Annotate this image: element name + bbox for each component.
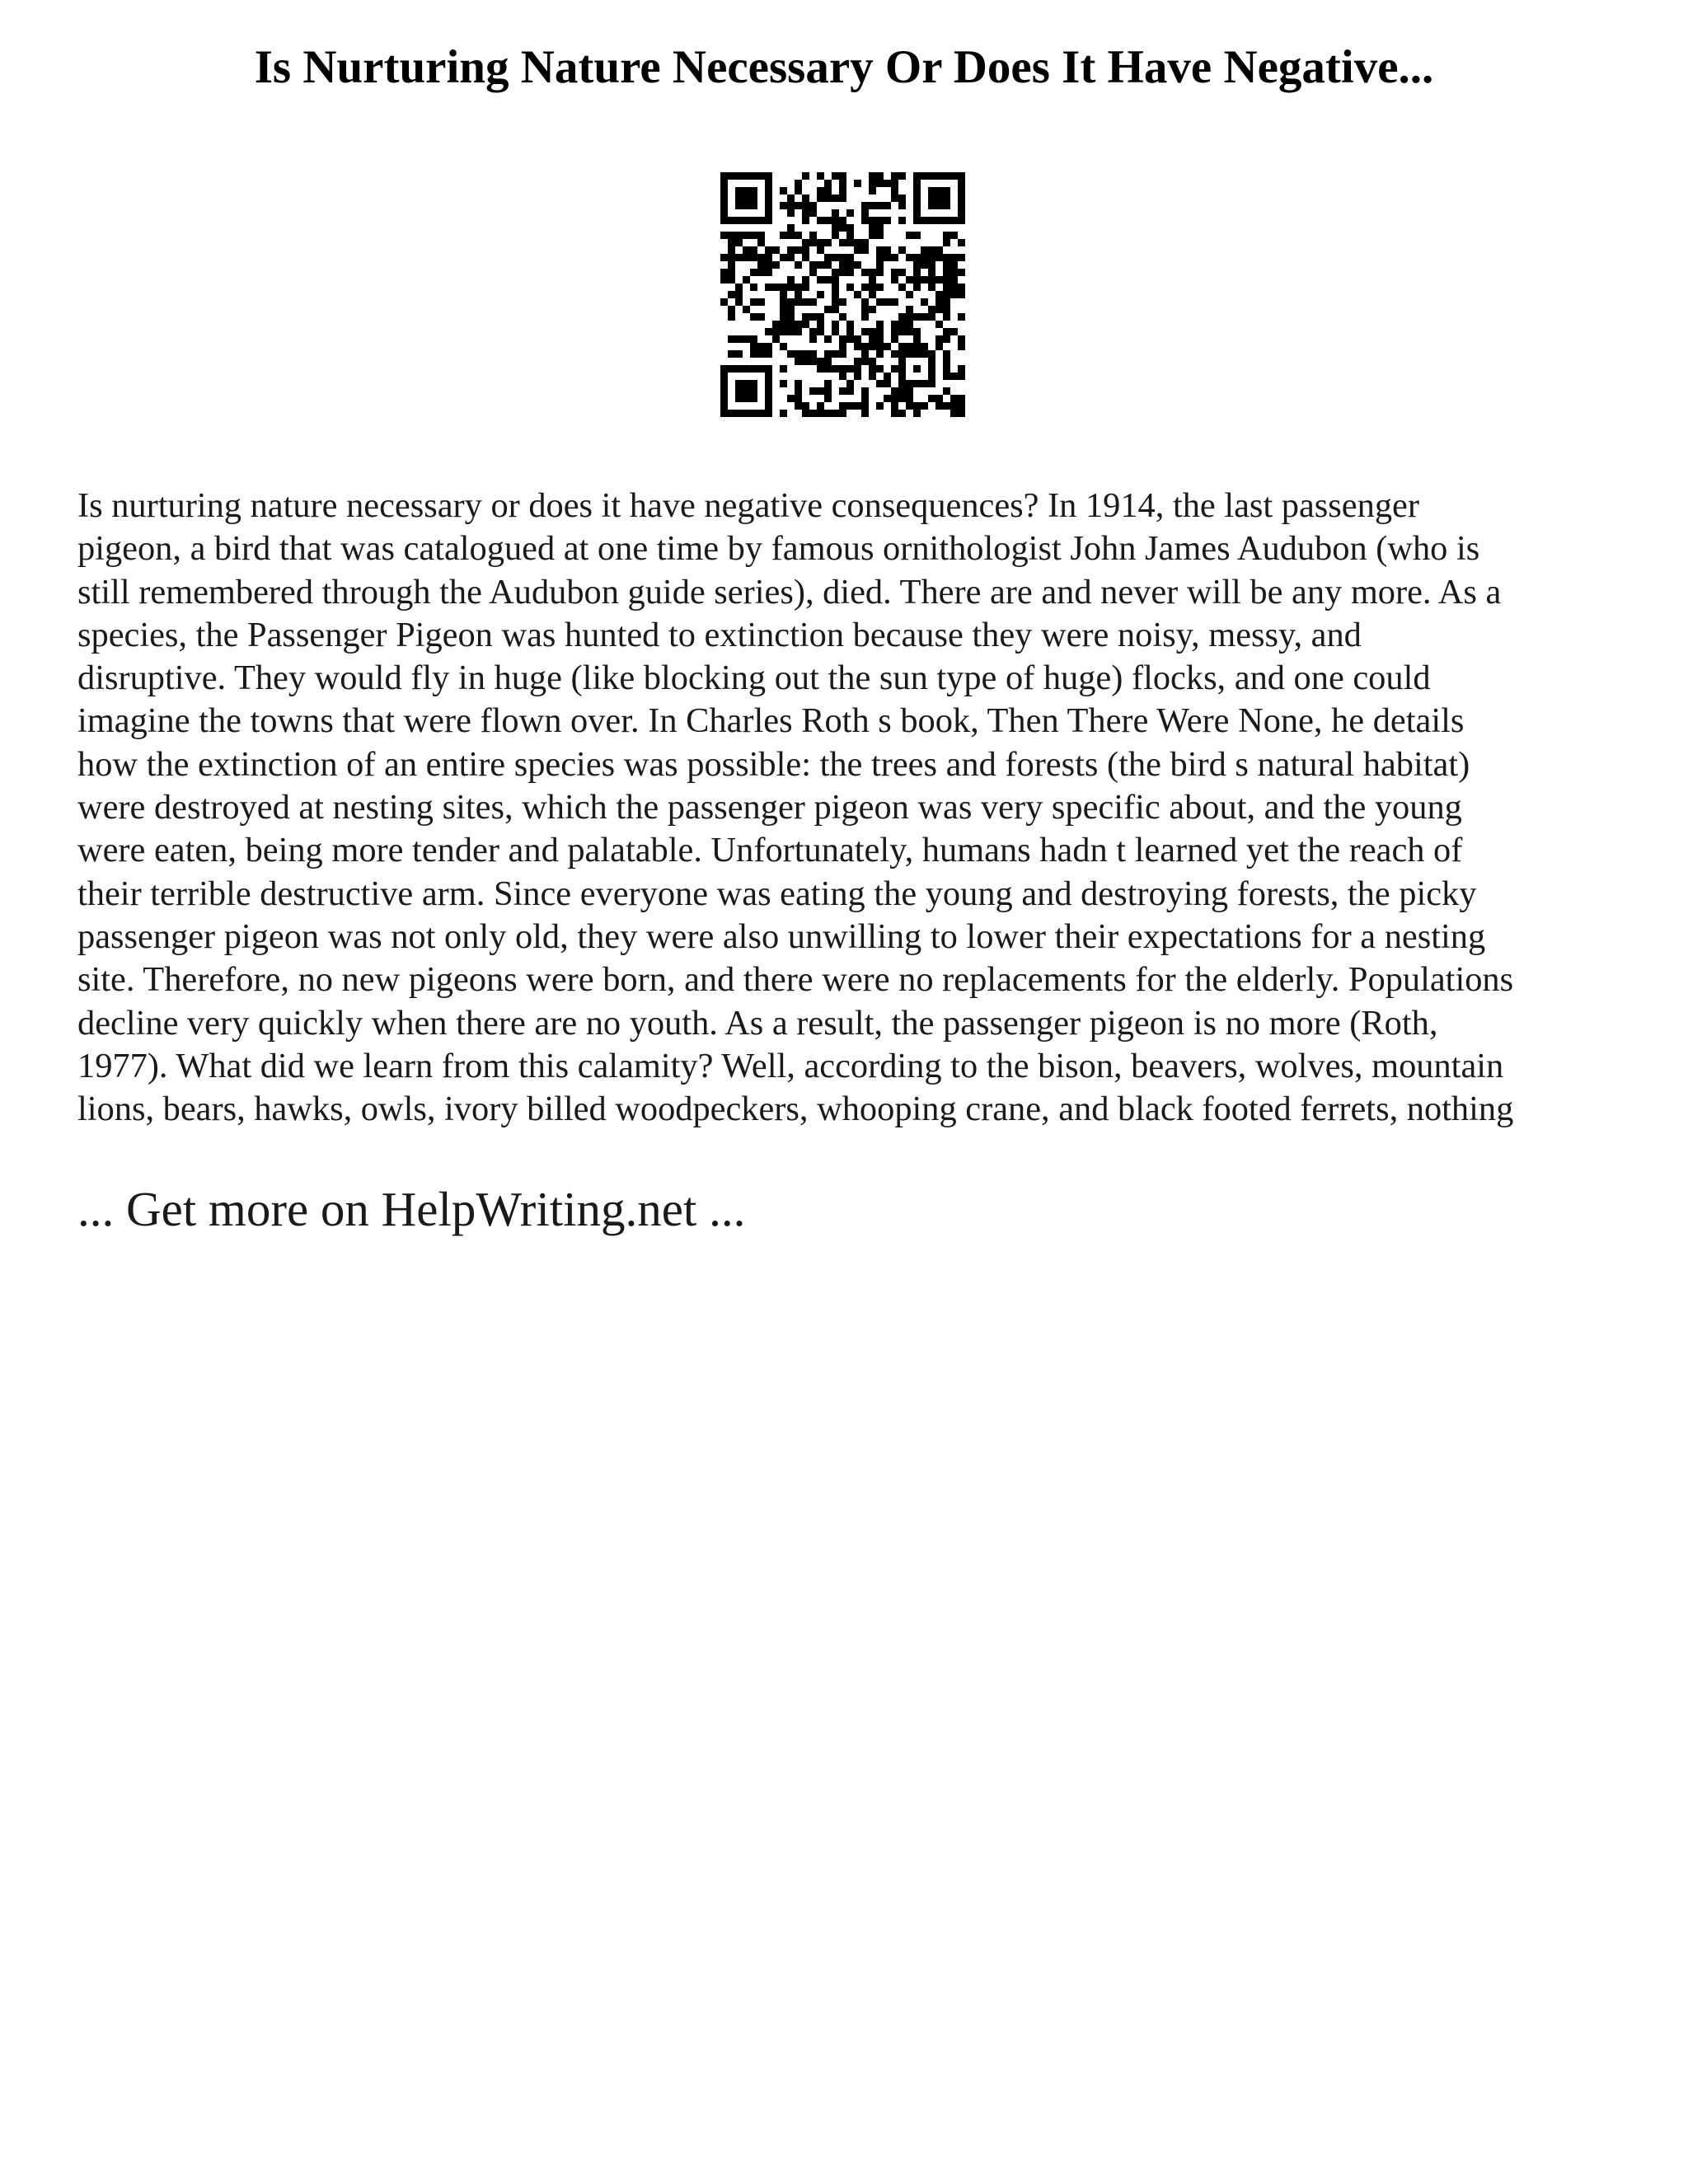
get-more-link[interactable]: ... Get more on HelpWriting.net ...: [77, 1182, 746, 1236]
body-line: were destroyed at nesting sites, which the passenger pigeon was very specific about, and the young: [77, 788, 1462, 827]
body-line: lions, bears, hawks, owls, ivory billed woodpeckers, whooping crane, and black footed ferrets, nothing: [77, 1090, 1514, 1129]
body-line: how the extinction of an entire species was possible: the trees and forests (the bird s natural habitat): [77, 744, 1470, 784]
body-line: site. Therefore, no new pigeons were born, and there were no replacements for the elderly. Populations: [77, 960, 1514, 1000]
body-line: were eaten, being more tender and palatable. Unfortunately, humans hadn t learned yet the reach of: [77, 831, 1463, 870]
body-line: 1977). What did we learn from this calamity? Well, according to the bison, beavers, wolves, mountain: [77, 1046, 1504, 1085]
body-line: disruptive. They would fly in huge (like blocking out the sun type of huge) flocks, and one could: [77, 658, 1431, 698]
body-line: pigeon, a bird that was catalogued at one time by famous ornithologist John James Audubon (who is: [77, 529, 1480, 569]
body-line: passenger pigeon was not only old, they were also unwilling to lower their expectations for a nesting: [77, 916, 1486, 956]
qr-code-icon[interactable]: [720, 172, 965, 417]
body-paragraph: [77, 485, 1627, 1131]
body-line: their terrible destructive arm. Since everyone was eating the young and destroying forests, the picky: [77, 874, 1477, 913]
document-title: Is Nurturing Nature Necessary Or Does It Have Negative...: [254, 41, 1434, 93]
body-line: Is nurturing nature necessary or does it have negative consequences? In 1914, the last passenger: [77, 486, 1419, 525]
body-line: decline very quickly when there are no youth. As a result, the passenger pigeon is no more (Roth,: [77, 1003, 1438, 1043]
body-line: still remembered through the Audubon guide series), died. There are and never will be any more. As a: [77, 572, 1502, 612]
body-line: species, the Passenger Pigeon was hunted to extinction because they were noisy, messy, and: [77, 615, 1362, 654]
body-line: imagine the towns that were flown over. In Charles Roth s book, Then There Were None, he details: [77, 701, 1465, 741]
